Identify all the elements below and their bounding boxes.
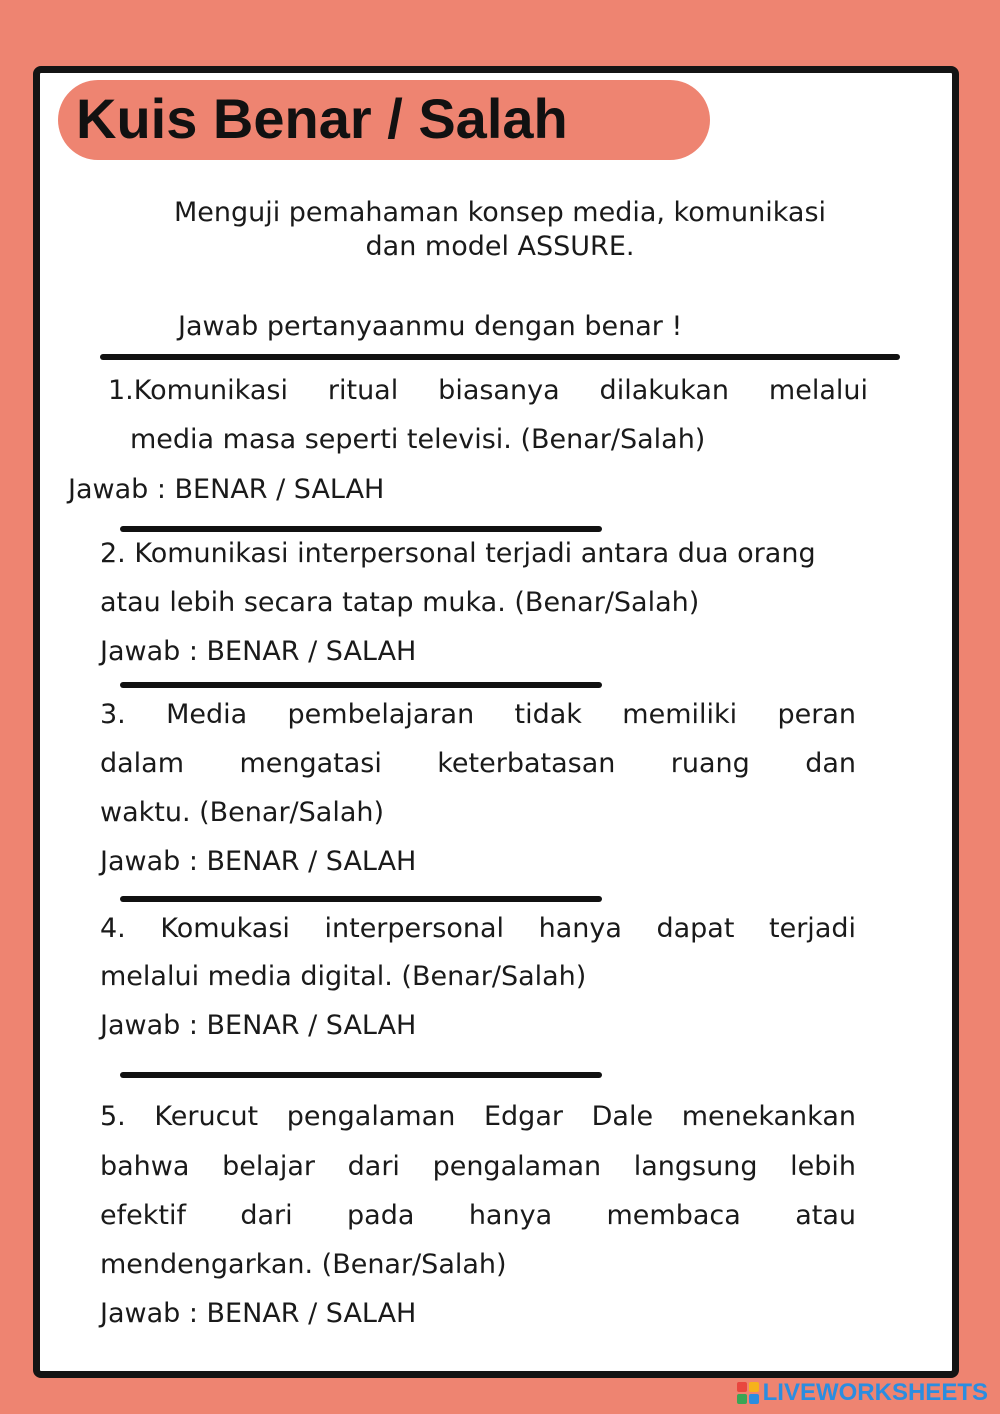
question-5-line-4: mendengarkan. (Benar/Salah) <box>100 1249 507 1280</box>
question-3-line-1: 3. Media pembelajaran tidak memiliki peran <box>100 699 856 730</box>
question-5-line-1: 5. Kerucut pengalaman Edgar Dale menekankan <box>100 1101 856 1132</box>
divider-1 <box>120 526 602 532</box>
question-4-line-2: melalui media digital. (Benar/Salah) <box>100 961 587 992</box>
subtitle-line-2: dan model ASSURE. <box>365 231 635 262</box>
liveworksheets-logo-icon <box>737 1382 759 1404</box>
question-1-line-1: 1.Komunikasi ritual biasanya dilakukan melalui <box>108 375 868 406</box>
divider-2 <box>120 682 602 688</box>
watermark-text: LIVEWORKSHEETS <box>762 1379 988 1406</box>
question-2-line-2: atau lebih secara tatap muka. (Benar/Salah) <box>100 587 700 618</box>
question-3-line-3: waktu. (Benar/Salah) <box>100 797 385 828</box>
question-5-line-3: efektif dari pada hanya membaca atau <box>100 1200 856 1231</box>
question-1-answer[interactable]: Jawab : BENAR / SALAH <box>68 474 385 505</box>
divider-4 <box>120 1072 602 1078</box>
question-4-line-1: 4. Komukasi interpersonal hanya dapat terjadi <box>100 913 856 944</box>
question-5-line-2: bahwa belajar dari pengalaman langsung lebih <box>100 1151 856 1182</box>
divider-3 <box>120 896 602 902</box>
liveworksheets-watermark <box>737 1380 988 1406</box>
question-3-answer[interactable]: Jawab : BENAR / SALAH <box>100 846 417 877</box>
question-4-answer[interactable]: Jawab : BENAR / SALAH <box>100 1010 417 1041</box>
question-5-answer[interactable]: Jawab : BENAR / SALAH <box>100 1298 417 1329</box>
question-3-line-2: dalam mengatasi keterbatasan ruang dan <box>100 748 856 779</box>
question-2-answer[interactable]: Jawab : BENAR / SALAH <box>100 636 417 667</box>
question-1-line-2: media masa seperti televisi. (Benar/Salah) <box>130 424 706 455</box>
page-title: Kuis Benar / Salah <box>76 87 568 150</box>
instruction: Jawab pertanyaanmu dengan benar ! <box>178 311 683 342</box>
question-2-line-1: 2. Komunikasi interpersonal terjadi antara dua orang <box>100 538 816 569</box>
divider-top <box>100 354 900 360</box>
subtitle-line-1: Menguji pemahaman konsep media, komunikasi <box>173 197 827 228</box>
